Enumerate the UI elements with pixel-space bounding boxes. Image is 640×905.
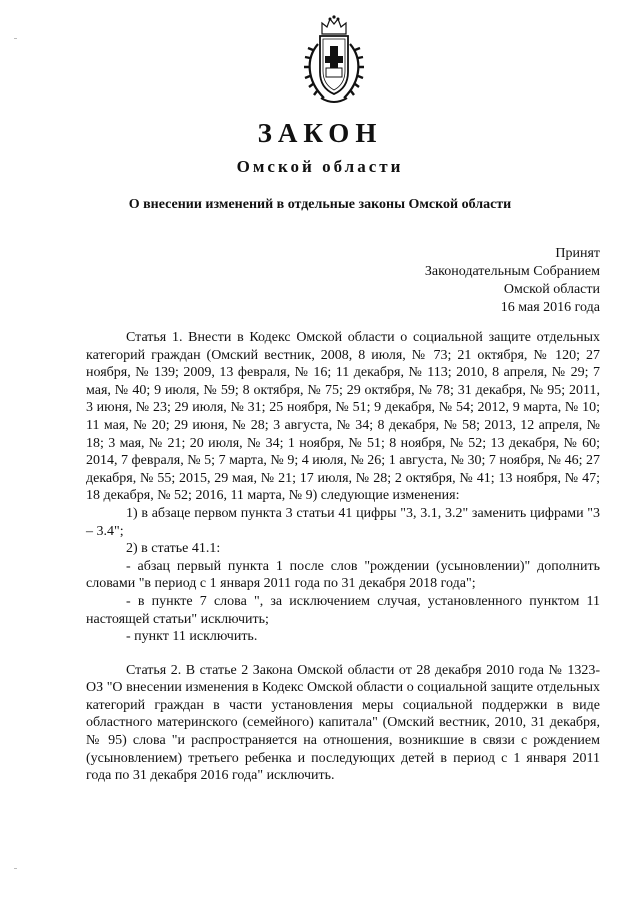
article-1-item-1: 1) в абзаце первом пункта 3 статьи 41 цифры "3, 3.1, 3.2" заменить цифрами "3 – 3.4"; xyxy=(86,505,600,539)
scan-mark xyxy=(14,868,17,869)
article-2-text: Статья 2. В статье 2 Закона Омской области от 28 декабря 2010 года № 1323-ОЗ "О внесении изменения в Кодекс Омской области о социальной защите отдельных категорий граждан в части установления меры социальной поддержки в виде областного материнского (семейного) капитала" (Омский вестник, 2010, 31 декабря, № 95) слова "и распространяется на отношения, возникшие в связи с рождением (усыновлением) третьего ребенка и последующих детей в период с 1 января 2011 года по 31 декабря 2016 года" исключить. xyxy=(86,662,600,784)
law-body xyxy=(86,329,600,785)
adoption-block xyxy=(425,245,600,317)
adoption-line-body: Законодательным Собранием xyxy=(424,264,600,279)
article-1-intro: Статья 1. Внести в Кодекс Омской области о социальной защите отдельных категорий граждан (Омский вестник, 2008, 8 июля, № 73; 21 октября, № 120; 27 ноября, № 139; 2009, 13 февраля, № 16; 11 декабря, № 113; 2010, 8 апреля, № 29; 7 мая, № 40; 9 июля, № 59; 8 октября, № 75; 29 октября, № 78; 31 декабря, № 95; 2011, 3 июня, № 23; 29 июля, № 31; 25 ноября, № 51; 9 декабря, № 54; 2012, 9 марта, № 10; 11 мая, № 20; 29 июня, № 28; 3 августа, № 34; 8 декабря, № 58; 2013, 12 апреля, № 18; 3 мая, № 21; 20 июля, № 34; 1 ноября, № 51; 8 ноября, № 52; 13 декабря, № 60; 2014, 7 февраля, № 5; 7 марта, № 9; 4 июля, № 26; 1 августа, № 30; 7 ноября, № 46; 27 декабря, № 55; 2015, 29 мая, № 21; 17 июля, № 28; 2 октября, № 41; 13 ноября, № 47; 18 декабря, № 52; 2016, 11 марта, № 9) следующие изменения: xyxy=(86,330,600,504)
region-name: Омской области xyxy=(236,157,404,176)
adoption-line-region: Омской области xyxy=(503,282,600,297)
article-1-item-2a: - абзац первый пункта 1 после слов "рождении (усыновлении)" дополнить словами "в период с 1 января 2011 года по 31 декабря 2018 года"; xyxy=(86,558,600,592)
article-1-item-2b: - в пункте 7 слова ", за исключением случая, установленного пунктом 11 настоящей статьи" исключить; xyxy=(86,593,600,627)
adoption-date: 16 мая 2016 года xyxy=(500,300,600,315)
document-title: ЗАКОН xyxy=(257,118,383,148)
article-1-item-2: 2) в статье 41.1: xyxy=(126,541,221,557)
article-1-item-2c: - пункт 11 исключить. xyxy=(126,629,258,645)
scan-mark xyxy=(14,38,17,39)
law-heading: О внесении изменений в отдельные законы Омской области xyxy=(128,197,512,212)
adoption-line-adopted: Принят xyxy=(555,246,600,261)
omsk-region-coat-of-arms-icon xyxy=(304,14,364,106)
